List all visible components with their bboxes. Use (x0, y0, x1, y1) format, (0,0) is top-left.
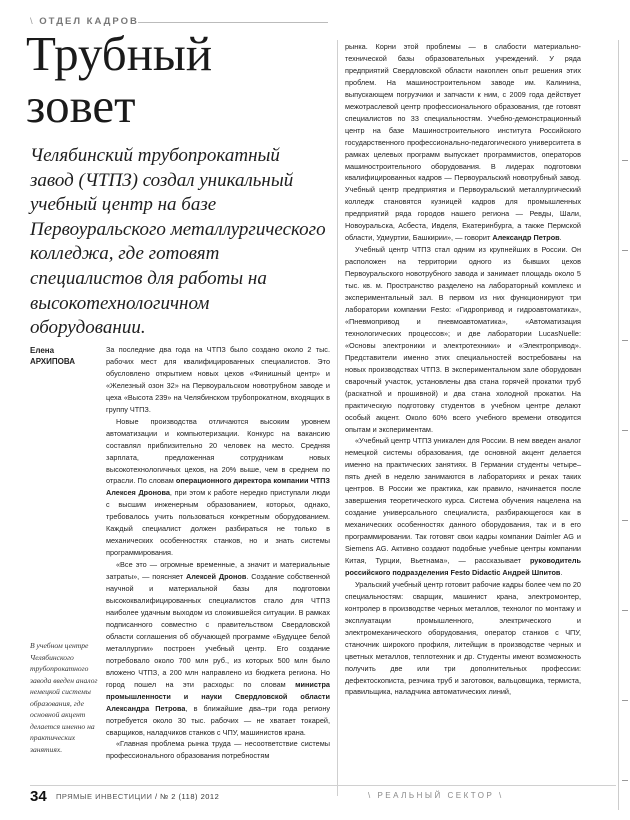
title-line-1: Трубный (26, 26, 213, 81)
paragraph: Уральский учебный центр готовит рабочие кадры более чем по 20 специальностям: сварщик, машинист крана, электромонтер, контролер в производстве черных металлов, технолог по монтажу и эксплуатации промышленного, электрического и электромеханического оборудования, оператор станков с ЧПУ, станочник широкого профиля, литейщик в производстве черных и цветных металлов, теплотехник и др. Студенты имеют возможность получить две или три дополнительных профессии: дефектоскописта, резчика труб и заготовок, вальцовщика, термиста, правильщика, наладчика автоматических линий, (345, 579, 581, 697)
magazine-title: ПРЯМЫЕ ИНВЕСТИЦИИ / № 2 (118) 2012 (56, 792, 220, 801)
article-title (26, 28, 212, 132)
paragraph: Новые производства отличаются высоким уровнем автоматизации и компьютеризации. Конкурс на вакансию составлял приблизительно 20 человек на место. Средняя зарплата, предложенная сотрудникам новых высокотехнологичных цехов, на 20% выше, чем в среднем по отрасли. По словам операционного директора компании ЧТПЗ Алексея Дронова, при этом к работе нередко приступали люди с высшим инженерным образованием, которых, однако, требовалось учить пользоваться конкретным оборудованием. Каждый специалист должен разбираться не только в механических особенностях станков, но и знать системы программирования. (106, 416, 331, 558)
person-name: министра промышленности и науки Свердловской области Александра Петрова (106, 679, 330, 713)
author-byline (30, 345, 100, 367)
issue-number: / № 2 (118) 2012 (155, 792, 220, 801)
paragraph: За последние два года на ЧТПЗ было создано около 2 тыс. рабочих мест для квалифицированных специалистов. Это обусловлено открытием новых цехов «Финишный центр» и «Железный озон 32» на Первоуральском новотрубном заводе и цеха «Высота 239» на Челябинском трубопрокатном, входящих в группу ЧТПЗ. (106, 345, 330, 414)
person-name: руководитель российского подразделения Festo Didactic Андрей Шпитов (345, 555, 581, 577)
section-divider (138, 22, 328, 23)
column-divider (337, 40, 338, 796)
paragraph: Учебный центр ЧТПЗ стал одним из крупнейших в России. Он расположен на территории одного из бывших цехов Первоуральского новотрубного завода и занимает площадь около 5 тыс. кв. м. Пространство разделено на лабораторный комплекс и экспериментальный зал. В первом из них функционируют три лаборатории компании Festo: «Гидропривод и гидроавтоматика», «Пневмопривод и пневмоавтоматика», «Автоматизация технологических процессов»; и две лаборатории LucasNuelle: «Основы электроники и электротехники» и «Электропривод». Представители именно этих специальностей востребованы на новых производствах ЧТПЗ. В экспериментальном зале оборудован сварочный участок, установлены два стана горячей прокатки труб (раскатной и прошивной) и два стана холодной прокатки. На практическую подготовку студентов в учебном центре делают особый акцент. Около 60% всего учебного времени отводится опытам и экспериментам. (345, 245, 581, 434)
lead-paragraph: Челябинский трубопрокатный завод (ЧТПЗ) создал уникальный учебный центр на базе Первоуральского металлургического колледжа, где готовят специалистов для работы на высокотехнологичном оборудовании. (30, 145, 326, 339)
person-name: Александр Петров (492, 233, 560, 243)
section-name: ОТДЕЛ КАДРОВ (39, 16, 139, 27)
photo-caption: В учебном центре Челябинского трубопрокатного завода введен аналог немецкой системы образования, где основной акцент делается именно на практических занятиях. (30, 641, 98, 754)
article-column-right (345, 41, 581, 698)
page-number: 34 (30, 788, 47, 805)
paragraph: «Главная проблема рынка труда — несоответствие системы профессионального образования потребностям (106, 739, 330, 761)
section-slash: \ (30, 16, 35, 27)
title-line-2: зовет (26, 78, 136, 133)
paragraph: «Все это — огромные временные, а значит и материальные затраты», — поясняет Алексей Дронов. Создание собственной научной и материальной базы для подготовки высококвалифицированных специалистов стало для ЧТПЗ наиболее удачным выходом из сложившейся ситуации. В рамках подписанного совместно с правительством Свердловской области соглашения об обучающей программе «Будущее белой металлургии» построен учебный центр. Его создание потребовало около 700 млн руб., из которых 500 млн было вложено ЧТПЗ, а 200 млн направлено из бюджета региона. Но город пошел на эти расходы: по словам министра промышленности и науки Свердловской области Александра Петрова, в ближайшие два–три года региону потребуется около 30 тыс. рабочих — не хватает токарей, сварщиков, наладчиков станков с ЧПУ, машинистов крана. (106, 560, 330, 737)
paragraph: «Учебный центр ЧТПЗ уникален для России. В нем введен аналог немецкой системы образования, где основной акцент делается именно на практических занятиях. В Германии студенты четыре–пять дней в неделю занимаются в лабораториях и реках таких центров. В России же практика, как правило, начинается после завершения теоретического курса. Система обучения нацелена на создание универсального специалиста, разбирающегося как в механических особенностях данного оборудования, так и в его программировании. Так готовят свои кадры компании Daimler AG и Siemens AG. Активно создают подобные учебные центры компании Китая, Турции, Вьетнама», — рассказывает руководитель российского подразделения Festo Didactic Андрей Шпитов. (345, 436, 581, 577)
person-name: операционного директора компании ЧТПЗ Алексея Дронова (106, 476, 330, 498)
author-first-name: Елена (30, 346, 55, 355)
person-name: Алексей Дронов (185, 572, 247, 582)
footer-section-name: \ РЕАЛЬНЫЙ СЕКТОР \ (368, 791, 504, 800)
paragraph: рынка. Корни этой проблемы — в слабости материально-технической базы образовательных учреждений. У ряда предприятий Свердловской области накоплен опыт решения этих проблем. На машиностроительном заводе им. Калинина, выпускающем погрузчики и запчасти к ним, с 2009 года действует межотраслевой центр профессионального образования, где готовят специалистов по 33 специальностям. Учебно-демонстрационный центр на базе Машиностроительного института Российского государственного профессионально-педагогического университета в рамках целевых программ выпускает программистов, операторов машиностроительного оборудования. В лидерах подготовки квалифицированных кадров — Первоуральский новотрубный завод. Учебный центр предприятия и Первоуральский металлургический колледж становятся кузницей кадров для промышленных предприятий ряда городов нашего региона — Ревды, Шали, Новоуральска, Асбеста, Ивделя, Екатеринбурга, а также Пермской области, Удмуртии, Башкирии», — говорит Александр Петров. (345, 42, 581, 243)
article-column-middle (106, 344, 330, 762)
footer-divider (30, 785, 616, 786)
author-last-name: АРХИПОВА (30, 357, 76, 366)
page-edge-decoration (616, 40, 630, 810)
